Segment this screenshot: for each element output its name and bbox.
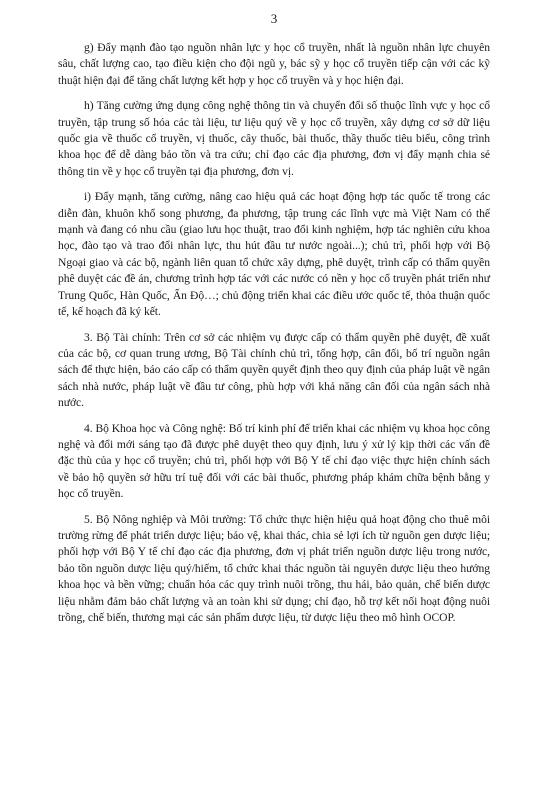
paragraph-i-international-cooperation: i) Đẩy mạnh, tăng cường, nâng cao hiệu quả các hoạt động hợp tác quốc tế trong các diễn đàn, khuôn khổ song phương, đa phương, tập trung các lĩnh vực mà Việt Nam có thế mạnh và đang có nhu cầu (giao lưu học thuật, trao đổi kinh nghiệm, hợp tác nghiên cứu khoa học, đào tạo và trao đổi nhân lực, thu hút đầu tư nước ngoài...); chủ trì, phối hợp với Bộ Ngoại giao và các bộ, ngành liên quan tổ chức xây dựng, phê duyệt, trình cấp có thẩm quyền phê duyệt các đề án, chương trình hợp tác với các nước có nền y học cổ truyền phát triển như Trung Quốc, Hàn Quốc, Ấn Độ…; chủ động triển khai các điều ước quốc tế, thỏa thuận quốc tế, kế hoạch đã ký kết.: [58, 190, 490, 319]
paragraph-g-training: g) Đẩy mạnh đào tạo nguồn nhân lực y học cổ truyền, nhất là nguồn nhân lực chuyên sâu, chất lượng cao, tạo điều kiện cho đội ngũ y, bác sỹ y học cổ truyền tiếp cận với các kỹ thuật hiện đại để tăng chất lượng kết hợp y học cổ truyền và y học hiện đại.: [58, 41, 490, 87]
page-number: 3: [270, 11, 278, 26]
paragraph-4-ministry-of-science: 4. Bộ Khoa học và Công nghệ: Bố trí kinh phí để triển khai các nhiệm vụ khoa học công nghệ và đổi mới sáng tạo đã được phê duyệt theo quy định, lưu ý xử lý kịp thời các vấn đề đặc thù của y học cổ truyền; chủ trì, phối hợp với Bộ Y tế chỉ đạo việc thực hiện chính sách về bảo hộ quyền sở hữu trí tuệ đối với các bài thuốc, phương pháp khám chữa bệnh bằng y học cổ truyền.: [58, 421, 490, 501]
paragraph-3-ministry-of-finance: 3. Bộ Tài chính: Trên cơ sở các nhiệm vụ được cấp có thẩm quyền phê duyệt, đề xuất của các bộ, cơ quan trung ương, Bộ Tài chính chủ trì, tổng hợp, cân đối, bố trí nguồn ngân sách để thực hiện, báo cáo cấp có thẩm quyền quyết định theo quy định của pháp luật về ngân sách nhà nước, pháp luật về đầu tư công, phù hợp với khả năng cân đối của ngân sách nhà nước.: [58, 330, 490, 410]
paragraph-5-ministry-of-agriculture: 5. Bộ Nông nghiệp và Môi trường: Tổ chức thực hiện hiệu quả hoạt động cho thuê môi trường rừng để phát triển dược liệu; bảo vệ, khai thác, chia sẻ lợi ích từ nguồn gen dược liệu; phối hợp với Bộ Y tế chỉ đạo các địa phương, đơn vị phát triển nguồn dược liệu trong nước, bảo tồn nguồn dược liệu quý/hiếm, tổ chức khai thác nguồn tài nguyên dược liệu theo hướng khoa học và bền vững; chuẩn hóa các quy trình nuôi trồng, thu hái, bảo quản, chế biến dược liệu nhằm đảm bảo chất lượng và an toàn khi sử dụng; chỉ đạo, hỗ trợ kết nối hoạt động nuôi trồng, chế biến, thương mại các sản phẩm dược liệu, từ dược liệu theo mô hình OCOP.: [58, 512, 490, 624]
paragraph-h-digital-transformation: h) Tăng cường ứng dụng công nghệ thông tin và chuyển đổi số thuộc lĩnh vực y học cổ truyền, tập trung số hóa các tài liệu, tư liệu quý về y học cổ truyền, xây dựng cơ sở dữ liệu quốc gia về thuốc cổ truyền, vị thuốc, cây thuốc, bài thuốc, thầy thuốc tiêu biểu, công trình khoa học để dễ dàng bảo tồn và tra cứu; chỉ đạo các địa phương, đơn vị đẩy mạnh chia sẻ thông tin về y học cổ truyền tại địa phương, đơn vị.: [58, 99, 490, 178]
